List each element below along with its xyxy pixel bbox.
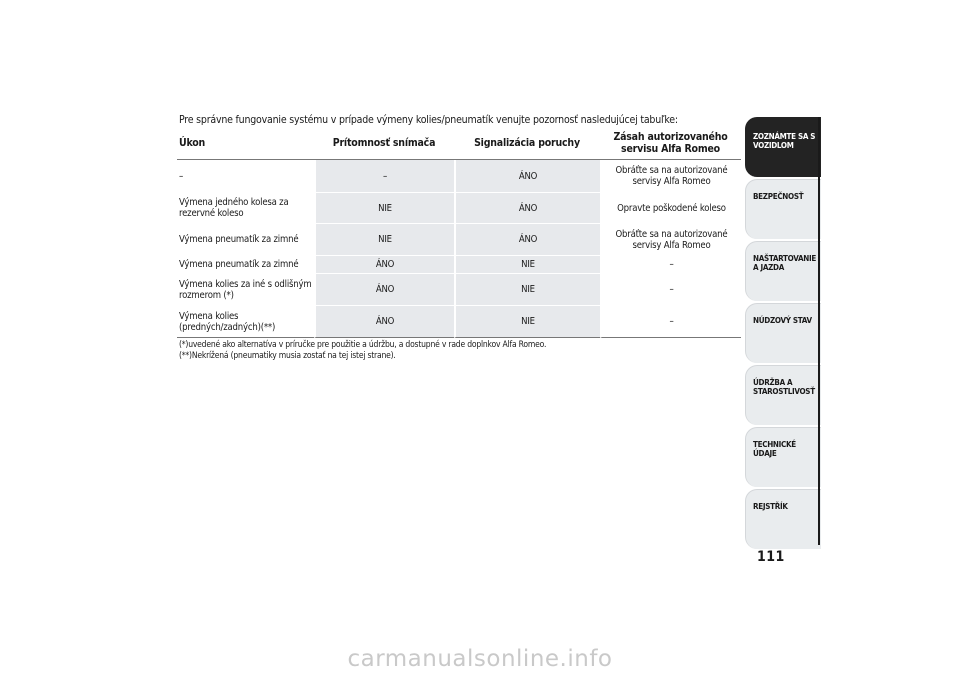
table-row	[177, 224, 741, 256]
cell-action: Výmena kolies (predných/zadných)(**)	[177, 306, 314, 338]
chapter-tabs	[745, 117, 821, 551]
col-header-action: Úkon	[177, 127, 314, 160]
cell-service: –	[600, 256, 741, 274]
cell-sensor: NIE	[314, 224, 454, 256]
table-row	[177, 306, 741, 338]
cell-sensor: ÁNO	[314, 274, 454, 306]
tab-label: REJSTŘÍK	[753, 502, 788, 511]
cell-service: –	[600, 306, 741, 338]
cell-service: Obráťte sa na autorizované servisy Alfa Romeo	[600, 224, 741, 256]
tab-label: TECHNICKÉ ÚDAJE	[753, 440, 796, 458]
table-header-row	[177, 127, 741, 160]
wheel-change-table	[177, 127, 741, 338]
tab-udrzba-a-starostlivost[interactable]	[745, 365, 821, 425]
cell-sensor: NIE	[314, 193, 454, 224]
col-header-fault-signal: Signalizácia poruchy	[454, 127, 600, 160]
footnote: (*)uvedené ako alternatíva v príručke pre použitie a údržbu, a dostupné v rade doplnkov Alfa Romeo.	[179, 340, 547, 350]
table-row	[177, 274, 741, 306]
page-number: 111	[757, 549, 785, 565]
table-row	[177, 193, 741, 224]
tab-nudzovy-stav[interactable]	[745, 303, 821, 363]
table-row	[177, 256, 741, 274]
cell-action: Výmena kolies za iné s odlišným rozmerom (*)	[177, 274, 314, 306]
tab-label: ÚDRŽBA A STAROSTLIVOSŤ	[753, 378, 815, 396]
cell-fault-signal: NIE	[454, 256, 600, 274]
tab-label: ZOZNÁMTE SA S VOZIDLOM	[753, 132, 816, 150]
cell-action: –	[177, 160, 314, 193]
cell-fault-signal: NIE	[454, 274, 600, 306]
intro-text: Pre správne fungovanie systému v prípade výmeny kolies/pneumatík venujte pozornosť nasledujúcej tabuľke:	[179, 114, 678, 126]
cell-fault-signal: ÁNO	[454, 224, 600, 256]
cell-service: –	[600, 274, 741, 306]
cell-fault-signal: ÁNO	[454, 160, 600, 193]
tab-technicke-udaje[interactable]	[745, 427, 821, 487]
tab-rejstrik[interactable]	[745, 489, 821, 549]
col-header-service: Zásah autorizovaného servisu Alfa Romeo	[600, 127, 741, 160]
cell-sensor: –	[314, 160, 454, 193]
cell-service: Obráťte sa na autorizované servisy Alfa Romeo	[600, 160, 741, 193]
cell-action: Výmena jedného kolesa za rezervné koleso	[177, 193, 314, 224]
cell-sensor: ÁNO	[314, 256, 454, 274]
footnotes	[179, 340, 546, 362]
watermark: carmanualsonline.info	[347, 646, 613, 672]
cell-service: Opravte poškodené koleso	[600, 193, 741, 224]
cell-sensor: ÁNO	[314, 306, 454, 338]
tab-bezpecnost[interactable]	[745, 179, 821, 239]
tab-nastartovanie-a-jazda[interactable]	[745, 241, 821, 301]
cell-fault-signal: ÁNO	[454, 193, 600, 224]
cell-fault-signal: NIE	[454, 306, 600, 338]
footnote: (**)Nekrížená (pneumatiky musia zostať na tej istej strane).	[179, 351, 396, 361]
tab-edge-line	[818, 117, 820, 545]
col-header-sensor: Prítomnosť snímača	[314, 127, 454, 160]
table-row	[177, 160, 741, 193]
cell-action: Výmena pneumatík za zimné	[177, 256, 314, 274]
cell-action: Výmena pneumatík za zimné	[177, 224, 314, 256]
tab-label: BEZPEČNOSŤ	[753, 192, 804, 201]
tab-label: NAŠTARTOVANIE A JAZDA	[753, 254, 816, 272]
tab-label: NÚDZOVÝ STAV	[753, 316, 812, 325]
tab-zoznamte-sa-s-vozidlom[interactable]	[745, 117, 821, 177]
